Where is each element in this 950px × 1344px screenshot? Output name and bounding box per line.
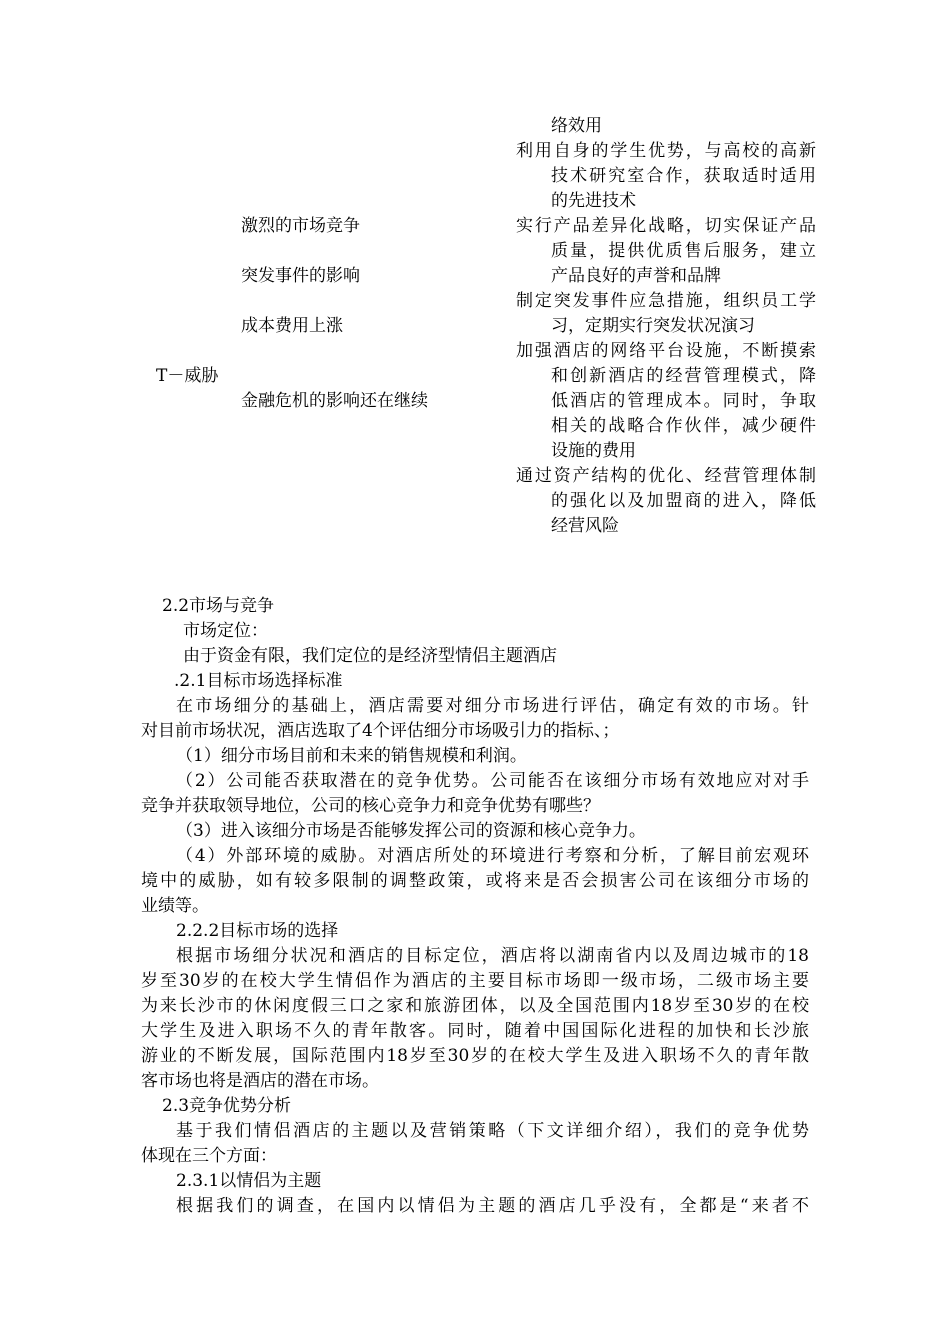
- countermeasure-line: 技术研究室合作，获取适时适用: [551, 166, 816, 186]
- countermeasure-item: [516, 139, 816, 214]
- paragraph-line: 在市场细分的基础上，酒店需要对细分市场进行评估，确定有效的市场。针: [176, 696, 809, 716]
- countermeasure-line: 的先进技术: [551, 191, 636, 211]
- list-item-continuation: 竞争并获取领导地位，公司的核心竞争力和竞争优势有哪些？: [141, 796, 600, 816]
- subsection-heading: 2.2.2目标市场的选择: [176, 921, 339, 941]
- countermeasure-line: 络效用: [551, 116, 602, 136]
- threat-item: 激烈的市场竞争: [241, 216, 360, 236]
- subsection-heading: .2.1目标市场选择标准: [174, 671, 343, 691]
- list-item: （1）细分市场目前和未来的销售规模和利润。: [176, 746, 527, 766]
- paragraph-text: 由于资金有限，我们定位的是经济型情侣主题酒店: [183, 646, 557, 666]
- list-item-continuation: 境中的威胁，如有较多限制的调整政策，或将来是否会损害公司在该细分市场的: [141, 871, 809, 891]
- paragraph-line: 根据我们的调查，在国内以情侣为主题的酒店几乎没有，全都是“来者不: [176, 1196, 809, 1216]
- subsection-heading: 2.3.1以情侣为主题: [176, 1171, 322, 1191]
- list-item-continuation: 业绩等。: [141, 896, 209, 916]
- countermeasure-line: 通过资产结构的优化、经营管理体制: [516, 466, 816, 486]
- paragraph-line: 对目前市场状况，酒店选取了4个评估细分市场吸引力的指标、；: [141, 721, 620, 741]
- threat-item: 成本费用上涨: [241, 316, 343, 336]
- paragraph-line: 岁至30岁的在校大学生情侣作为酒店的主要目标市场即一级市场，二级市场主要: [141, 971, 809, 991]
- section-heading: 2.2市场与竞争: [162, 596, 275, 616]
- paragraph-line: 游业的不断发展，国际范围内18岁至30岁的在校大学生及进入职场不久的青年散: [141, 1046, 809, 1066]
- threat-category-label: T－威胁: [156, 366, 219, 386]
- countermeasure-line: 习，定期实行突发状况演习: [551, 316, 755, 336]
- countermeasure-item: [516, 114, 816, 139]
- countermeasure-line: 设施的费用: [551, 441, 636, 461]
- countermeasure-line: 利用自身的学生优势，与高校的高新: [516, 141, 816, 161]
- paragraph-line: 根据市场细分状况和酒店的目标定位，酒店将以湖南省内以及周边城市的18: [176, 946, 809, 966]
- paragraph-line: 为来长沙市的休闲度假三口之家和旅游团体，以及全国范围内18岁至30岁的在校: [141, 996, 809, 1016]
- countermeasure-line: 的强化以及加盟商的进入，降低: [551, 491, 816, 511]
- countermeasure-item: [516, 289, 816, 339]
- list-item: （3）进入该细分市场是否能够发挥公司的资源和核心竞争力。: [176, 821, 646, 841]
- countermeasure-line: 实行产品差异化战略，切实保证产品: [516, 216, 816, 236]
- threat-item: 突发事件的影响: [241, 266, 360, 286]
- countermeasure-line: 产品良好的声誉和品牌: [551, 266, 721, 286]
- countermeasure-item: [516, 464, 816, 539]
- paragraph-line: 基于我们情侣酒店的主题以及营销策略（下文详细介绍），我们的竞争优势: [176, 1121, 809, 1141]
- countermeasure-line: 质量，提供优质售后服务，建立: [551, 241, 816, 261]
- paragraph-line: 客市场也将是酒店的潜在市场。: [141, 1071, 379, 1091]
- countermeasure-item: [516, 214, 816, 289]
- paragraph-line: 体现在三个方面：: [141, 1146, 277, 1166]
- swot-threats-table: [0, 0, 950, 560]
- list-item: （4）外部环境的威胁。对酒店所处的环境进行考察和分析，了解目前宏观环: [176, 846, 809, 866]
- paragraph-label: 市场定位：: [183, 621, 268, 641]
- paragraph-line: 大学生及进入职场不久的青年散客。同时，随着中国国际化进程的加快和长沙旅: [141, 1021, 809, 1041]
- countermeasure-line: 经营风险: [551, 516, 619, 536]
- countermeasure-line: 制定突发事件应急措施，组织员工学: [516, 291, 816, 311]
- threat-item: 金融危机的影响还在继续: [241, 391, 428, 411]
- section-heading: 2.3竞争优势分析: [162, 1096, 292, 1116]
- countermeasure-line: 加强酒店的网络平台设施，不断摸索: [516, 341, 816, 361]
- countermeasure-item: [516, 339, 816, 464]
- list-item: （2）公司能否获取潜在的竞争优势。公司能否在该细分市场有效地应对对手: [176, 771, 809, 791]
- countermeasure-line: 和创新酒店的经营管理模式，降: [551, 366, 816, 386]
- countermeasure-line: 相关的战略合作伙伴，减少硬件: [551, 416, 816, 436]
- countermeasure-line: 低酒店的管理成本。同时，争取: [551, 391, 816, 411]
